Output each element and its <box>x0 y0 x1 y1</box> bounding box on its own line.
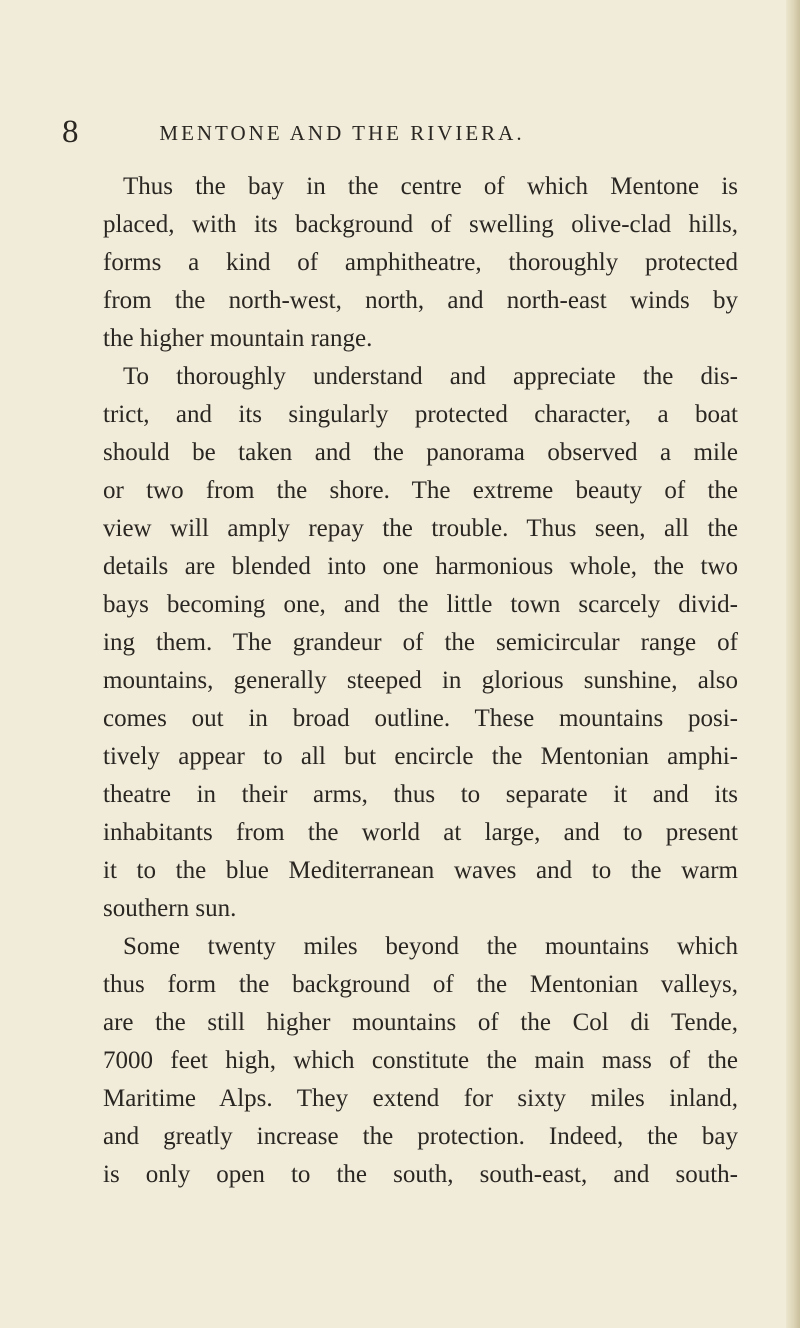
body-text <box>103 168 738 1194</box>
page-header <box>62 112 622 152</box>
text-line: Thus the bay in the centre of which Mentone is <box>123 173 738 200</box>
text-line: from the north-west, north, and north-east winds by <box>103 287 738 314</box>
text-line: 7000 feet high, which constitute the main mass of the <box>103 1047 738 1074</box>
text-line: southern sun. <box>103 895 237 922</box>
text-line: tively appear to all but encircle the Mentonian amphi- <box>103 743 738 770</box>
text-line: details are blended into one harmonious whole, the two <box>103 553 738 580</box>
text-line: thus form the background of the Mentonian valleys, <box>103 971 738 998</box>
text-line: the higher mountain range. <box>103 325 373 352</box>
text-line: Maritime Alps. They extend for sixty miles inland, <box>103 1085 738 1112</box>
text-line: should be taken and the panorama observed a mile <box>103 439 738 466</box>
text-line: inhabitants from the world at large, and to present <box>103 819 738 846</box>
text-line: are the still higher mountains of the Col di Tende, <box>103 1009 738 1036</box>
text-line: view will amply repay the trouble. Thus seen, all the <box>103 515 738 542</box>
text-line: comes out in broad outline. These mountains posi- <box>103 705 738 732</box>
text-line: bays becoming one, and the little town scarcely divid- <box>103 591 738 618</box>
text-line: forms a kind of amphitheatre, thoroughly protected <box>103 249 738 276</box>
page-edge <box>786 0 800 1328</box>
text-line: it to the blue Mediterranean waves and to the warm <box>103 857 738 884</box>
text-line: trict, and its singularly protected character, a boat <box>103 401 738 428</box>
text-line: and greatly increase the protection. Indeed, the bay <box>103 1123 738 1150</box>
text-line: theatre in their arms, thus to separate it and its <box>103 781 738 808</box>
text-line: placed, with its background of swelling olive-clad hills, <box>103 211 738 238</box>
text-line: To thoroughly understand and appreciate the dis- <box>123 363 738 390</box>
text-line: Some twenty miles beyond the mountains which <box>123 933 738 960</box>
running-head: MENTONE AND THE RIVIERA. <box>159 121 525 145</box>
text-line: is only open to the south, south-east, and south- <box>103 1161 738 1188</box>
page-number: 8 <box>62 114 79 150</box>
text-line: or two from the shore. The extreme beauty of the <box>103 477 738 504</box>
text-line: mountains, generally steeped in glorious sunshine, also <box>103 667 738 694</box>
text-line: ing them. The grandeur of the semicircular range of <box>103 629 738 656</box>
